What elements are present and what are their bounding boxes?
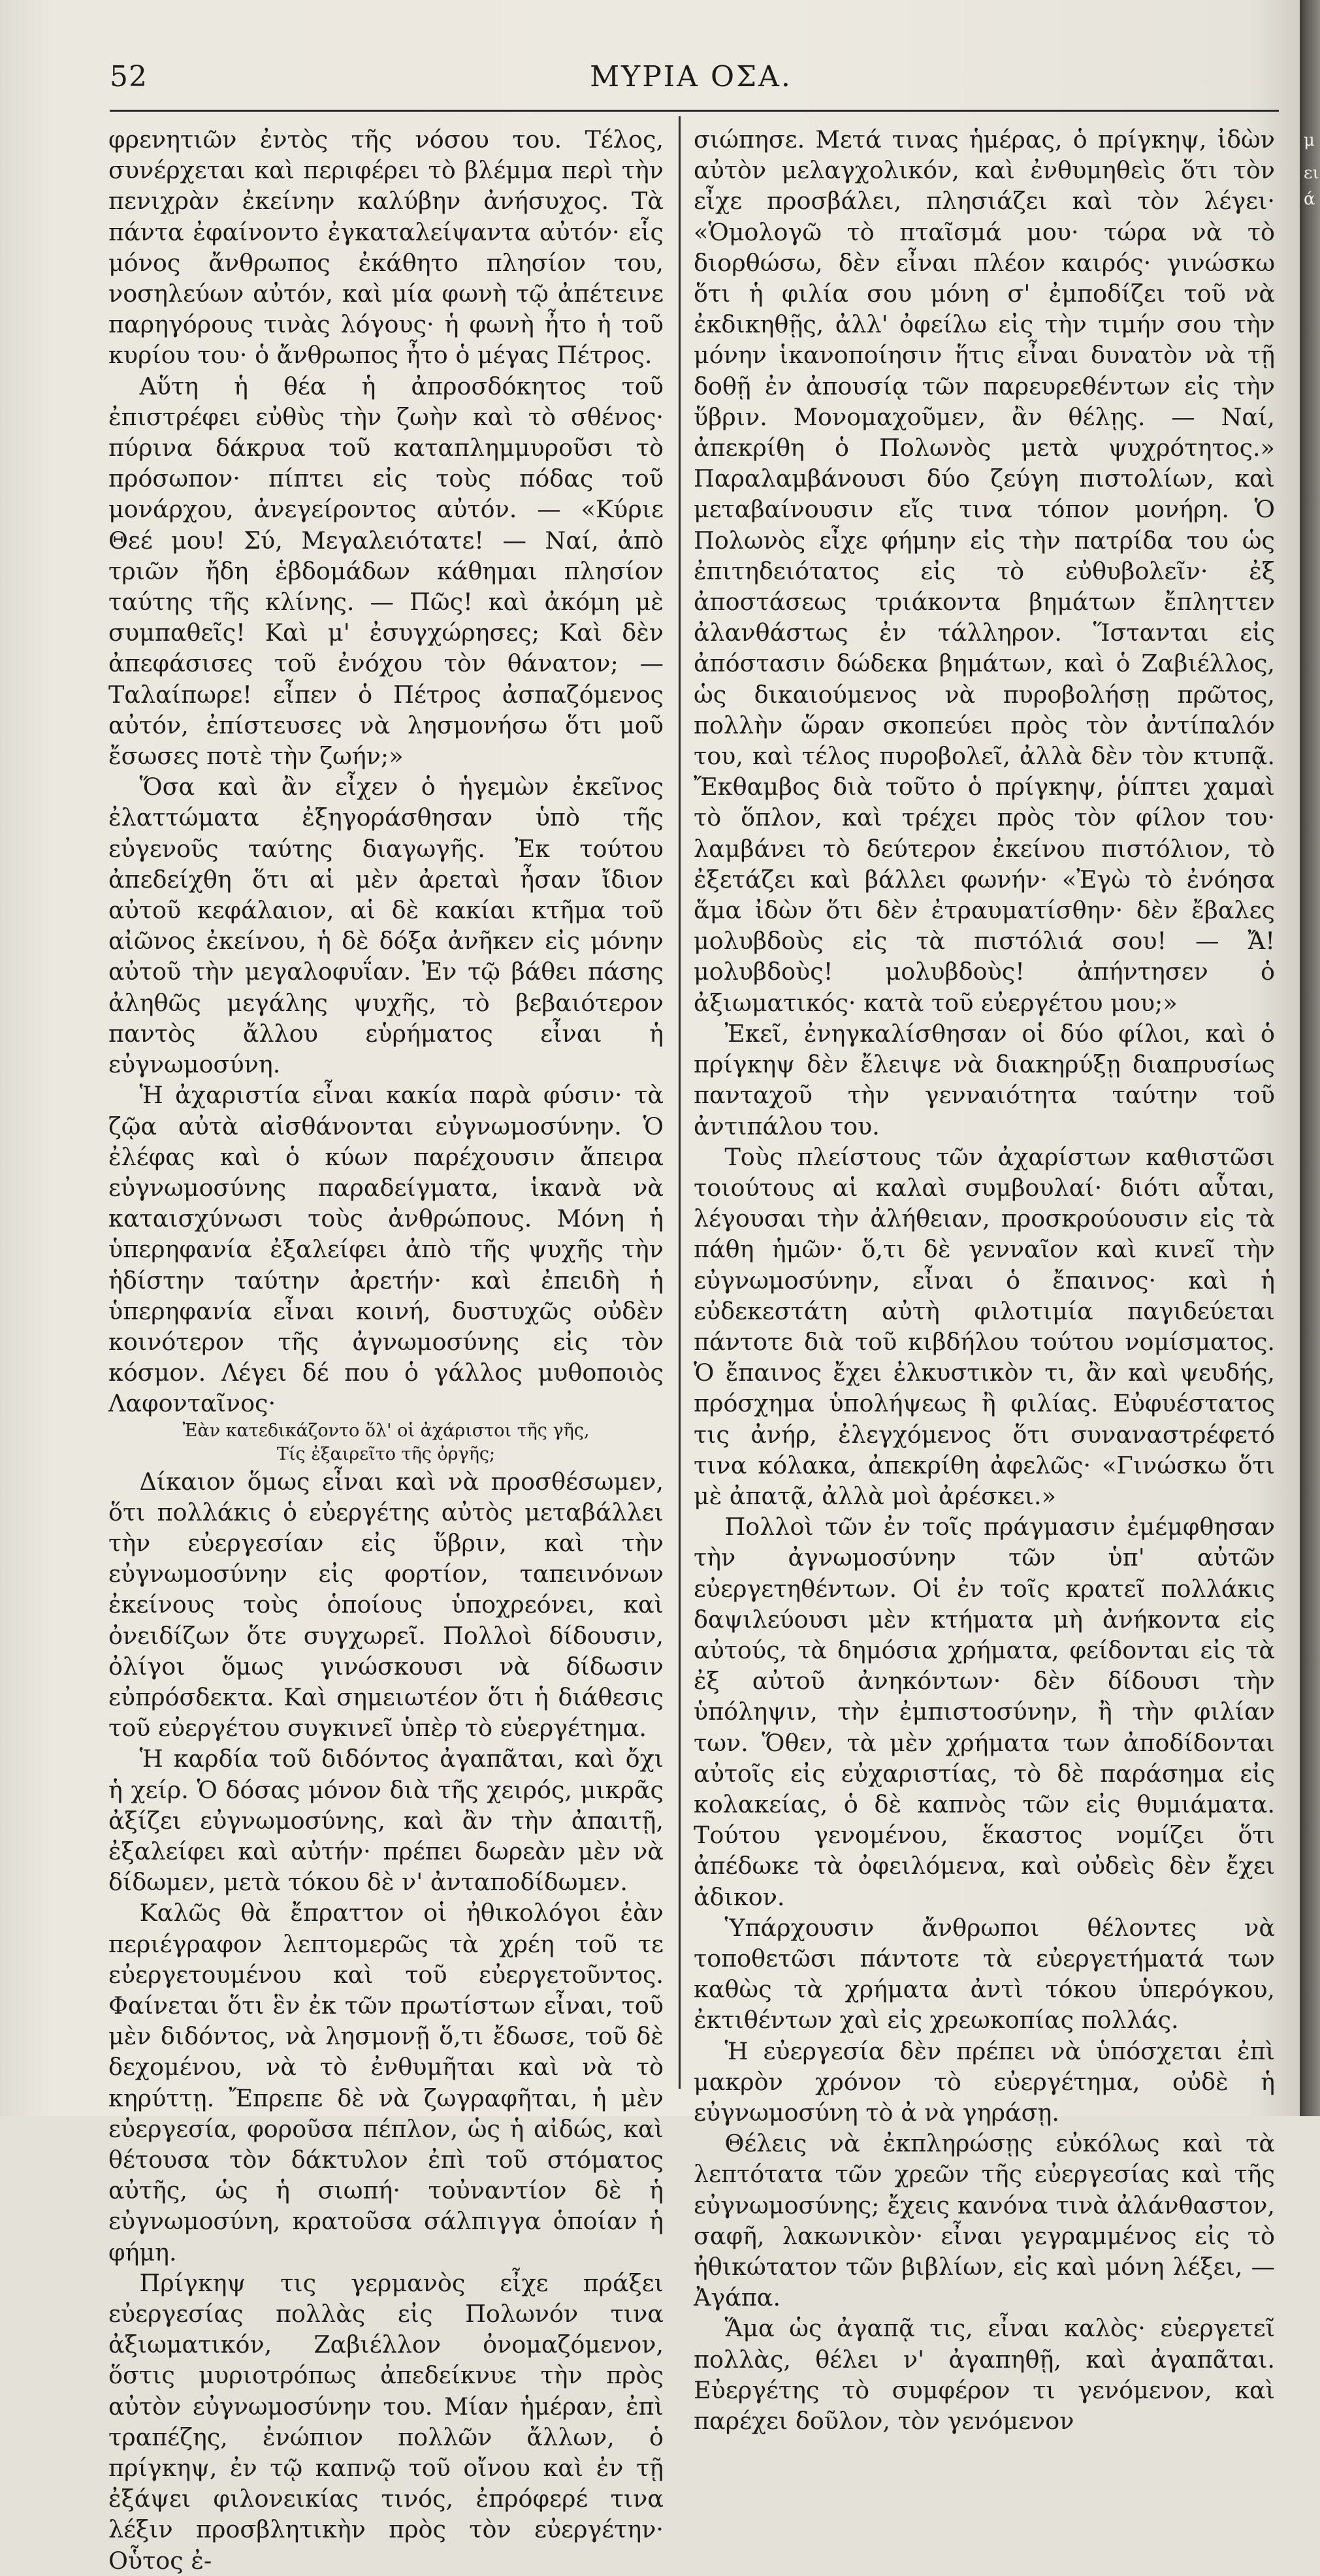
paragraph: Τοὺς πλείστους τῶν ἀχαρίστων καθιστῶσι τοιούτους αἱ καλαὶ συμβουλαί· διότι αὗται, λέγουσαι τὴν ἀλήθειαν, προσκρούουσιν εἰς τὰ πάθη ἡμῶν· ὅ,τι δὲ γενναῖον καὶ κινεῖ τὴν εὐγνωμοσύνην, εἶναι ὁ ἔπαινος· καὶ ἡ εὐδεκεστάτη αὐτὴ φιλοτιμία παγιδεύεται πάντοτε διὰ τοῦ κιβδήλου τούτου νομίσματος. Ὁ ἔπαινος ἔχει ἐλκυστικὸν τι, ἂν καὶ ψευδής, πρόσχημα ὑπολήψεως ἢ φιλίας. Εὐφυέστατος τις ἀνήρ, ἐλεγχόμενος ὅτι συναναστρέφετό τινα κόλακα, ἀπεκρίθη ἀφελῶς· «Γινώσκω ὅτι μὲ ἀπατᾷ, ἀλλὰ μοὶ ἀρέσκει.» [694, 1142, 1275, 1510]
edge-glyph: ει [1304, 163, 1319, 183]
paragraph: Καλῶς θὰ ἔπραττον οἱ ἠθικολόγοι ἐὰν περιέγραφον λεπτομερῶς τὰ χρέη τοῦ τε εὐεργετουμένου καὶ τοῦ εὐεργετοῦντος. Φαίνεται ὅτι ἓν ἐκ τῶν πρωτίστων εἶναι, τοῦ μὲν διδόντος, νὰ λησμονῇ ὅ,τι ἔδωσε, τοῦ δὲ δεχομένου, νὰ τὸ ἐνθυμῆται καὶ νὰ τὸ κηρύττῃ. Ἔπρεπε δὲ νὰ ζωγραφῆται, ἡ μὲν εὐεργεσία, φοροῦσα πέπλον, ὡς ἡ αἰδώς, καὶ θέτουσα τὸν δάκτυλον ἐπὶ τοῦ στόματος αὐτῆς, ὡς ἡ σιωπή· τοὐναντίον δὲ ἡ εὐγνωμοσύνη, κρατοῦσα σάλπιγγα ὁποίαν ἡ φήμη. [108, 1899, 664, 2266]
column-divider [679, 116, 681, 2089]
paragraph: Δίκαιον ὅμως εἶναι καὶ νὰ προσθέσωμεν, ὅτι πολλάκις ὁ εὐεργέτης αὐτὸς μεταβάλλει τὴν εὐεργεσίαν εἰς ὕβριν, καὶ τὴν εὐγνωμοσύνην εἰς φορτίον, ταπεινόνων ἐκείνους τοὺς ὁποίους ὑποχρεόνει, καὶ ὀνειδίζων ὅτε συγχωρεῖ. Πολλοὶ δίδουσιν, ὀλίγοι ὅμως γινώσκουσι νὰ δίδωσιν εὐπρόσδεκτα. Καὶ σημειωτέον ὅτι ἡ διάθεσις τοῦ εὐεργέτου συγκινεῖ ὑπὲρ τὸ εὐεργέτημα. [108, 1467, 664, 1743]
verse-line: Ἐὰν κατεδικάζοντο ὅλ' οἱ ἀχάριστοι τῆς γῆς, [182, 1420, 590, 1441]
paragraph: Ὅσα καὶ ἂν εἶχεν ὁ ἡγεμὼν ἐκεῖνος ἐλαττώματα ἐξηγοράσθησαν ὑπὸ τῆς εὐγενοῦς ταύτης διαγωγῆς. Ἐκ τούτου ἀπεδείχθη ὅτι αἱ μὲν ἀρεταὶ ἦσαν ἴδιον αὐτοῦ κεφάλαιον, αἱ δὲ κακίαι κτῆμα τοῦ αἰῶνος ἐκείνου, ἡ δὲ δόξα ἀνῆκεν εἰς μόνην αὐτοῦ τὴν μεγαλοφυΐαν. Ἐν τῷ βάθει πάσης ἀληθῶς μεγάλης ψυχῆς, τὸ βεβαιότερον παντὸς ἄλλου εὑρήματος εἶναι ἡ εὐγνωμοσύνη. [108, 773, 664, 1079]
verse-quote [108, 1419, 664, 1466]
adjacent-page-edge [1300, 0, 1320, 2116]
paragraph: φρενητιῶν ἐντὸς τῆς νόσου του. Τέλος, συνέρχεται καὶ περιφέρει τὸ βλέμμα περὶ τὴν πενιχρὰν ἐκείνην καλύβην ἀνήσυχος. Τὰ πάντα ἐφαίνοντο ἐγκαταλείψαντα αὐτόν· εἷς μόνος ἄνθρωπος ἐκάθητο πλησίον του, νοσηλεύων αὐτόν, καὶ μία φωνὴ τῷ ἀπέτεινε παρηγόρους τινὰς λόγους· ἡ φωνὴ ἦτο ἡ τοῦ κυρίου του· ὁ ἄνθρωπος ἦτο ὁ μέγας Πέτρος. [108, 125, 664, 370]
edge-glyph: ά [1304, 189, 1315, 209]
paragraph: Πολλοὶ τῶν ἐν τοῖς πράγμασιν ἐμέμφθησαν τὴν ἀγνωμοσύνην τῶν ὑπ' αὐτῶν εὐεργετηθέντων. Οἱ ἐν τοῖς κρατεῖ πολλάκις δαψιλεύουσι μὲν κτήματα μὴ ἀνήκοντα εἰς αὐτούς, τὰ δημόσια χρήματα, φείδονται εἰς τὰ ἐξ αὐτοῦ ἀνηκόντων· δὲν δίδουσι τὴν ὑπόληψιν, τὴν ἐμπιστοσύνην, ἢ τὴν φιλίαν των. Ὅθεν, τὰ μὲν χρήματα των ἀποδίδονται αὐτοῖς εἰς εὐχαριστίας, τὸ δὲ παράσημα εἰς κολακείας, ὁ δὲ καπνὸς τῶν εἰς θυμιάματα. Τούτου γενομένου, ἕκαστος νομίζει ὅτι ἀπέδωκε τὰ ὀφειλόμενα, καὶ οὐδεὶς δὲν ἔχει ἀδικον. [694, 1513, 1275, 1911]
right-column [694, 124, 1275, 2436]
verse-line: Τίς ἐξαιρεῖτο τῆς ὀργῆς; [276, 1443, 496, 1464]
paragraph: σιώπησε. Μετά τινας ἡμέρας, ὁ πρίγκηψ, ἰδὼν αὐτὸν μελαγχολικόν, καὶ ἐνθυμηθεὶς ὅτι τὸν εἶχε προσβάλει, πλησιάζει καὶ τὸν λέγει· «Ὁμολογῶ τὸ πταῖσμά μου· τώρα νὰ τὸ διορθώσω, δὲν εἶναι πλέον καιρός· γινώσκω ὅτι ἡ φιλία σου μόνη σ' ἐμποδίζει τοῦ νὰ ἐκδικηθῇς, ἀλλ' ὀφείλω εἰς τὴν τιμήν σου τὴν μόνην ἱκανοποίησιν ἥτις εἶναι δυνατὸν νὰ τῇ δοθῇ ἐν ἀπουσίᾳ τῶν παρευρεθέντων εἰς τὴν ὕβριν. Μονομαχοῦμεν, ἂν θέλῃς. — Ναί, ἀπεκρίθη ὁ Πολωνὸς μετὰ ψυχρότητος.» Παραλαμβάνουσι δύο ζεύγη πιστολίων, καὶ μεταβαίνουσιν εἴς τινα τόπον μονήρη. Ὁ Πολωνὸς εἶχε φήμην εἰς τὴν πατρίδα του ὡς ἐπιτηδειότατος εἰς τὸ εὐθυβολεῖν· ἐξ ἀποστάσεως τριάκοντα βημάτων ἔπληττεν ἀλανθάστως ἐν τάλληρον. Ἵστανται εἰς ἀπόστασιν δώδεκα βημάτων, καὶ ὁ Ζαβιέλλος, ὡς δικαιούμενος νὰ πυροβολήσῃ πρῶτος, πολλὴν ὥραν σκοπεύει πρὸς τὸν ἀντίπαλόν του, καὶ τέλος πυροβολεῖ, ἀλλὰ δὲν τὸν κτυπᾷ. Ἔκθαμβος διὰ τοῦτο ὁ πρίγκηψ, ῥίπτει χαμαὶ τὸ ὅπλον, καὶ τρέχει πρὸς τὸν φίλον του· λαμβάνει τὸ δεύτερον ἐκείνου πιστόλιον, τὸ ἐξετάζει καὶ βάλλει φωνήν· «Ἐγὼ τὸ ἐνόησα ἅμα ἰδὼν ὅτι δὲν ἐτραυματίσθην· δὲν ἔβαλες μολυβδοὺς εἰς τὰ πιστόλιά σου! — Ἄ! μολυβδοὺς! μολυβδοὺς! ἀπήντησεν ὁ ἀξιωματικός· κατὰ τοῦ εὐεργέτου μου;» [694, 125, 1275, 1017]
page-header [110, 60, 1272, 99]
edge-glyph: μ [1304, 131, 1315, 150]
paragraph: Ἐκεῖ, ἐνηγκαλίσθησαν οἱ δύο φίλοι, καὶ ὁ πρίγκηψ δὲν ἔλειψε νὰ διακηρύξῃ διαπρυσίως πανταχοῦ τὴν γενναιότητα ταύτην τοῦ ἀντιπάλου του. [694, 1019, 1275, 1140]
paragraph: Ἅμα ὡς ἀγαπᾷ τις, εἶναι καλὸς· εὐεργετεῖ πολλὰς, θέλει ν' ἀγαπηθῇ, καὶ ἀγαπᾶται. Εὐεργέτης τὸ συμφέρον τι γενόμενον, καὶ παρέχει δοῦλον, τὸν γενόμενον [694, 2314, 1275, 2436]
left-column [108, 124, 664, 2575]
running-title: ΜΥΡΙΑ ΟΣΑ. [590, 60, 792, 93]
header-rule [110, 110, 1279, 112]
paragraph: Ἡ ἀχαριστία εἶναι κακία παρὰ φύσιν· τὰ ζῷα αὐτὰ αἰσθάνονται εὐγνωμοσύνην. Ὁ ἐλέφας καὶ ὁ κύων παρέχουσιν ἄπειρα εὐγνωμοσύνης παραδείγματα, ἱκανὰ νὰ καταισχύνωσι τοὺς ἀνθρώπους. Μόνη ἡ ὑπερηφανία ἐξαλείφει ἀπὸ τῆς ψυχῆς τὴν ἡδίστην ταύτην ἀρετήν· καὶ ἐπειδὴ ἡ ὑπερηφανία εἶναι κοινή, δυστυχῶς οὐδὲν κοινότερον τῆς ἀγνωμοσύνης εἰς τὸν κόσμον. Λέγει δέ που ὁ γάλλος μυθοποιὸς Λαφονταῖνος· [108, 1081, 664, 1418]
paragraph: Θέλεις νὰ ἐκπληρώσῃς εὐκόλως καὶ τὰ λεπτότατα τῶν χρεῶν τῆς εὐεργεσίας καὶ τῆς εὐγνωμοσύνης; ἔχεις κανόνα τινὰ ἀλάνθαστον, σαφῆ, λακωνικὸν· εἶναι γεγραμμένος εἰς τὸ ἠθικώτατον τῶν βιβλίων, εἰς καὶ μόνη λέξει, — Ἀγάπα. [694, 2129, 1275, 2312]
page-number: 52 [110, 60, 148, 93]
paragraph: Ὑπάρχουσιν ἄνθρωποι θέλοντες νὰ τοποθετῶσι πάντοτε τὰ εὐεργετήματά των καθὼς τὰ χρήματα ἀντὶ τόκου ὑπερόγκου, ἐκτιθέντων χαὶ εἰς χρεωκοπίας πολλάς. [694, 1913, 1275, 2035]
paragraph: Πρίγκηψ τις γερμανὸς εἶχε πράξει εὐεργεσίας πολλὰς εἰς Πολωνόν τινα ἀξιωματικόν, Ζαβιέλλον ὀνομαζόμενον, ὅστις μυριοτρόπως ἀπεδείκνυε τὴν πρὸς αὐτὸν εὐγνωμοσύνην του. Μίαν ἡμέραν, ἐπὶ τραπέζης, ἐνώπιον πολλῶν ἄλλων, ὁ πρίγκηψ, ἐν τῷ καπνῷ τοῦ οἴνου καὶ ἐν τῇ ἐξάψει φιλονεικίας τινός, ἐπρόφερέ τινα λέξιν προσβλητικὴν πρὸς τὸν εὐεργέτην· Οὗτος ἐ- [108, 2268, 664, 2575]
paragraph: Ἡ καρδία τοῦ διδόντος ἀγαπᾶται, καὶ ὄχι ἡ χείρ. Ὁ δόσας μόνον διὰ τῆς χειρός, μικρᾶς ἀξίζει εὐγνωμοσύνης, καὶ ἂν τὴν ἀπαιτῇ, ἐξαλείφει καὶ αὐτήν· πρέπει δωρεὰν μὲν νὰ δίδωμεν, μετὰ τόκου δὲ ν' ἀνταποδίδωμεν. [108, 1745, 664, 1897]
paragraph: Ἡ εὐεργεσία δὲν πρέπει νὰ ὑπόσχεται ἐπὶ μακρὸν χρόνον τὸ εὐεργέτημα, οὐδὲ ἡ εὐγνωμοσύνη τὸ ἀ νὰ γηράσῃ. [694, 2037, 1275, 2127]
paragraph: Αὕτη ἡ θέα ἡ ἀπροσδόκητος τοῦ ἐπιστρέφει εὐθὺς τὴν ζωὴν καὶ τὸ σθένος· πύρινα δάκρυα τοῦ καταπλημμυροῦσι τὸ πρόσωπον· πίπτει εἰς τοὺς πόδας τοῦ μονάρχου, ἀνεγείροντος αὐτόν. — «Κύριε Θεέ μου! Σύ, Μεγαλειότατε! — Ναί, ἀπὸ τριῶν ἤδη ἑβδομάδων κάθημαι πλησίον ταύτης τῆς κλίνης. — Πῶς! καὶ ἀκόμη μὲ συμπαθεῖς! Καὶ μ' ἐσυγχώρησες; Καὶ δὲν ἀπεφάσισες τοῦ ἐνόχου τὸν θάνατον; — Ταλαίπωρε! εἶπεν ὁ Πέτρος ἀσπαζόμενος αὐτόν, ἐπίστευσες νὰ λησμονήσω ὅτι μοῦ ἔσωσες ποτὲ τὴν ζωήν;» [108, 372, 664, 771]
